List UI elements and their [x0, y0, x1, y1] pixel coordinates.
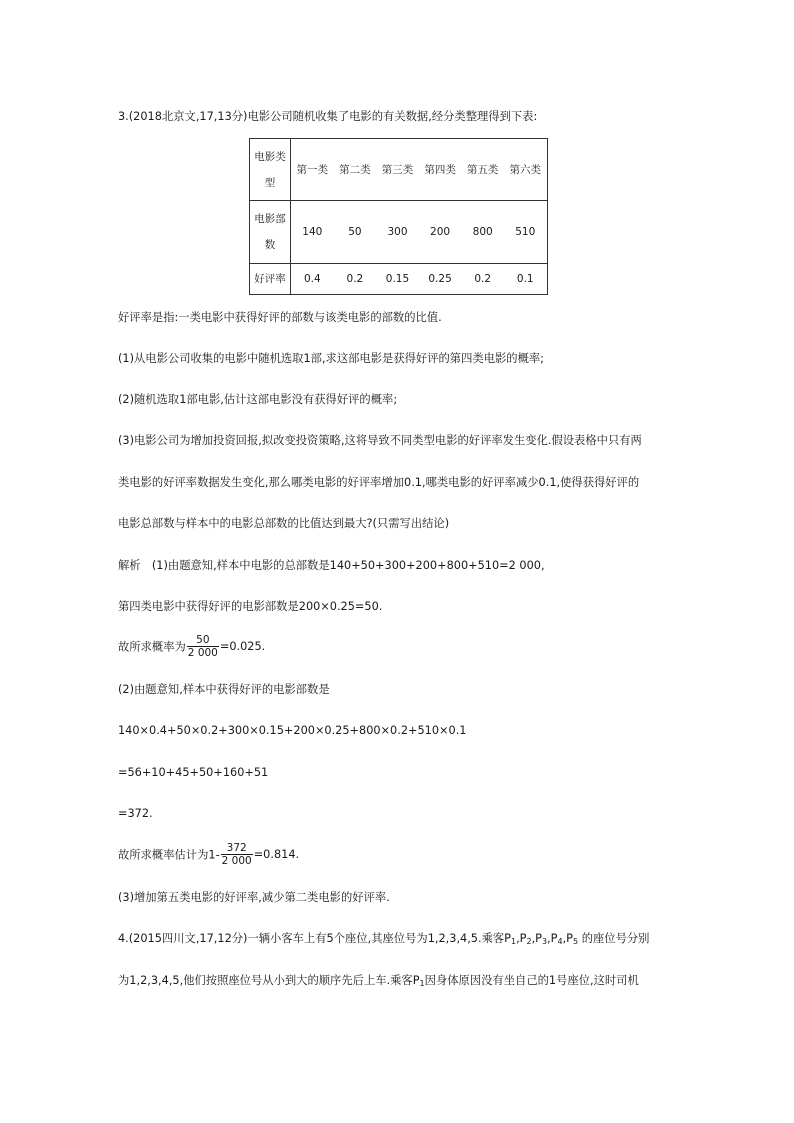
problem4-line-2: 为1,2,3,4,5,他们按照座位号从小到大的顺序先后上车.乘客$P_1$因身体原因没有坐自己的1号座位,这时司机 — [118, 974, 639, 988]
solution-line-3 — [118, 634, 265, 659]
rate-4: 0.25 — [419, 264, 462, 295]
category-4: 第四类 — [419, 139, 462, 201]
rate-3: 0.15 — [376, 264, 419, 295]
question-3-line-2: 类电影的好评率数据发生变化,那么哪类电影的好评率增加0.1,哪类电影的好评率减少0.1,使得获得好评的 — [118, 476, 640, 489]
solution-line-8-prefix: 故所求概率估计为1- — [118, 848, 220, 862]
fraction-numerator: 50 — [196, 634, 210, 646]
solution-line-7: =372. — [118, 807, 153, 820]
rate-2: 0.2 — [334, 264, 377, 295]
definition-text: 好评率是指:一类电影中获得好评的部数与该类电影的部数的比值. — [118, 311, 442, 324]
category-2: 第二类 — [334, 139, 377, 201]
table-row-type — [250, 139, 548, 201]
problem4-line-1: 4.(2015四川文,17,12分)一辆小客车上有5个座位,其座位号为1,2,3,4,5.乘客$P_1,P_2,P_3,P_4,P_5$ 的座位号分别 — [118, 932, 650, 946]
count-2: 50 — [334, 201, 377, 264]
rate-1: 0.4 — [291, 264, 334, 295]
solution-line-8 — [118, 842, 299, 867]
question-2: (2)随机选取1部电影,估计这部电影没有获得好评的概率; — [118, 393, 398, 406]
category-5: 第五类 — [461, 139, 504, 201]
movie-data-table — [249, 138, 548, 295]
question-3-line-1: (3)电影公司为增加投资回报,拟改变投资策略,这将导致不同类型电影的好评率发生变化.假设表格中只有两 — [118, 434, 642, 447]
table-row-count — [250, 201, 548, 264]
solution-line-3-suffix: =0.025. — [219, 640, 266, 653]
rate-6: 0.1 — [504, 264, 547, 295]
count-5: 800 — [461, 201, 504, 264]
row-header-rate: 好评率 — [250, 264, 291, 295]
count-3: 300 — [376, 201, 419, 264]
problem3-stem: 3.(2018北京文,17,13分)电影公司随机收集了电影的有关数据,经分类整理得到下表: — [118, 110, 538, 123]
question-3-line-3: 电影总部数与样本中的电影总部数的比值达到最大?(只需写出结论) — [118, 517, 450, 530]
category-3: 第三类 — [376, 139, 419, 201]
solution-line-8-suffix: =0.814. — [253, 848, 300, 861]
count-6: 510 — [504, 201, 547, 264]
fraction-372-over-2000 — [221, 842, 253, 867]
fraction-denominator: 2 000 — [221, 855, 252, 867]
fraction-denominator: 2 000 — [187, 647, 218, 659]
count-1: 140 — [291, 201, 334, 264]
solution-line-3-prefix: 故所求概率为 — [118, 640, 186, 654]
question-1: (1)从电影公司收集的电影中随机选取1部,求这部电影是获得好评的第四类电影的概率; — [118, 352, 544, 365]
solution-line-2: 第四类电影中获得好评的电影部数是200×0.25=50. — [118, 600, 383, 613]
rate-5: 0.2 — [461, 264, 504, 295]
row-header-type: 电影类 型 — [250, 139, 291, 201]
solution-line-1: 解析 (1)由题意知,样本中电影的总部数是140+50+300+200+800+510=2 000, — [118, 559, 545, 572]
solution-line-9: (3)增加第五类电影的好评率,减少第二类电影的好评率. — [118, 891, 390, 904]
solution-line-6: =56+10+45+50+160+51 — [118, 766, 269, 779]
solution-line-5: 140×0.4+50×0.2+300×0.15+200×0.25+800×0.2+510×0.1 — [118, 724, 467, 737]
category-6: 第六类 — [504, 139, 547, 201]
count-4: 200 — [419, 201, 462, 264]
row-header-count: 电影部 数 — [250, 201, 291, 264]
fraction-numerator: 372 — [226, 842, 247, 854]
fraction-50-over-2000 — [187, 634, 219, 659]
solution-line-4: (2)由题意知,样本中获得好评的电影部数是 — [118, 683, 330, 696]
category-1: 第一类 — [291, 139, 334, 201]
table-row-rate — [250, 264, 548, 295]
